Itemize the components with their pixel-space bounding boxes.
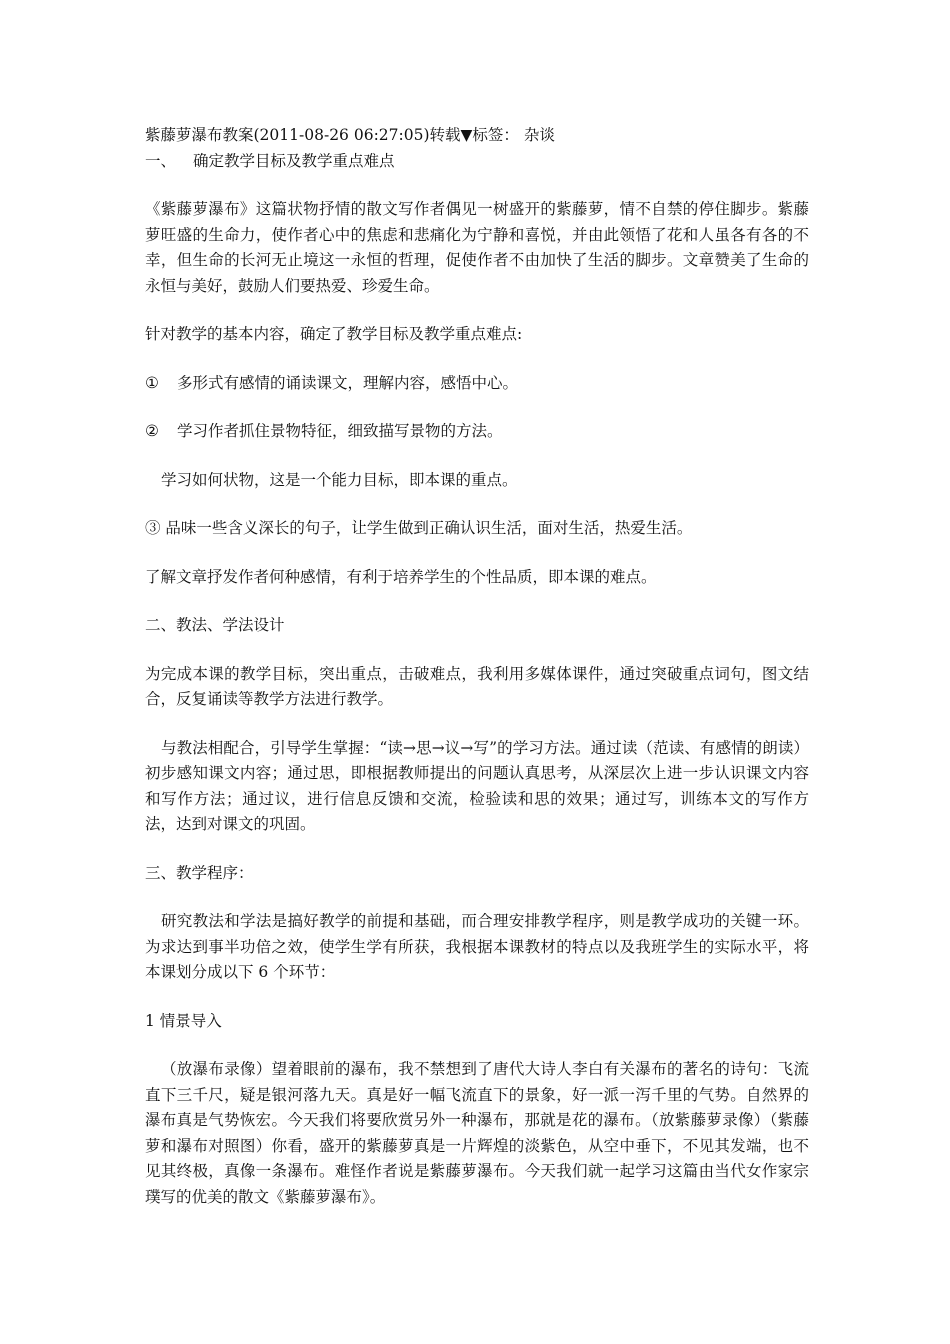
document-page (145, 123, 809, 1233)
paragraph-goals-lead: 针对教学的基本内容，确定了教学目标及教学重点难点: (145, 325, 523, 343)
goal-item-1 (145, 371, 809, 397)
section-heading-text: 确定教学目标及教学重点难点 (193, 151, 395, 170)
section-heading-2: 二、教法、学法设计 (145, 616, 285, 634)
section-heading-3: 三、教学程序： (145, 863, 254, 882)
paragraph-procedure: 研究教法和学法是搞好教学的前提和基础，而合理安排教学程序，则是教学成功的关键一环。为求达到事半功倍之效，使学生学有所获，我根据本课教材的特点以及我班学生的实际水平，将本课划分成以下 6 个环节： (145, 912, 809, 981)
goal-text: 学习作者抓住景物特征，细致描写景物的方法。 (177, 422, 503, 440)
section-heading-1 (145, 149, 809, 175)
paragraph-focus: 学习如何状物，这是一个能力目标，即本课的重点。 (161, 470, 518, 489)
paragraph-difficulty: 了解文章抒发作者何种感情，有利于培养学生的个性品质，即本课的难点。 (145, 567, 657, 586)
goal-number: ① (145, 373, 159, 392)
paragraph-method: 为完成本课的教学目标，突出重点，击破难点，我利用多媒体课件，通过突破重点词句，图文结合，反复诵读等教学方法进行教学。 (145, 664, 809, 708)
goal-text: 多形式有感情的诵读课文，理解内容，感悟中心。 (177, 373, 519, 392)
paragraph-step-1: （放瀑布录像）望着眼前的瀑布，我不禁想到了唐代大诗人李白有关瀑布的著名的诗句：飞流直下三千尺，疑是银河落九天。真是好一幅飞流直下的景象，好一派一泻千里的气势。自然界的瀑布真是气势恢宏。今天我们将要欣赏另外一种瀑布，那就是花的瀑布。（放紫藤萝录像）（紫藤萝和瀑布对照图）你看，盛开的紫藤萝真是一片辉煌的淡紫色，从空中垂下，不见其发端，也不见其终极，真像一条瀑布。难怪作者说是紫藤萝瀑布。今天我们就一起学习这篇由当代女作家宗璞写的优美的散文《紫藤萝瀑布》。 (145, 1060, 809, 1206)
paragraph-study: 与教法相配合，引导学生掌握：“读→思→议→写”的学习方法。通过读（范读、有感情的朗读）初步感知课文内容；通过思，即根据教师提出的问题认真思考，从深层次上进一步认识课文内容和写作方法；通过议，进行信息反馈和交流，检验读和思的效果；通过写，训练本文的写作方法，达到对课文的巩固。 (145, 738, 809, 833)
goal-number: ② (145, 422, 159, 440)
document-title: 紫藤萝瀑布教案(2011-08-26 06:27:05)转载▼标签： 杂谈 (145, 126, 555, 144)
goal-item-2 (145, 419, 809, 445)
step-1-title: 1 情景导入 (145, 1011, 222, 1030)
section-number: 一、 (145, 151, 177, 170)
goal-item-3: ③ 品味一些含义深长的句子，让学生做到正确认识生活，面对生活，热爱生活。 (145, 519, 693, 537)
paragraph-intro: 《紫藤萝瀑布》这篇状物抒情的散文写作者偶见一树盛开的紫藤萝，情不自禁的停住脚步。紫藤萝旺盛的生命力，使作者心中的焦虑和悲痛化为宁静和喜悦，并由此领悟了花和人虽各有各的不幸，但生命的长河无止境这一永恒的哲理，促使作者不由加快了生活的脚步。文章赞美了生命的永恒与美好，鼓励人们要热爱、珍爱生命。 (145, 200, 809, 295)
